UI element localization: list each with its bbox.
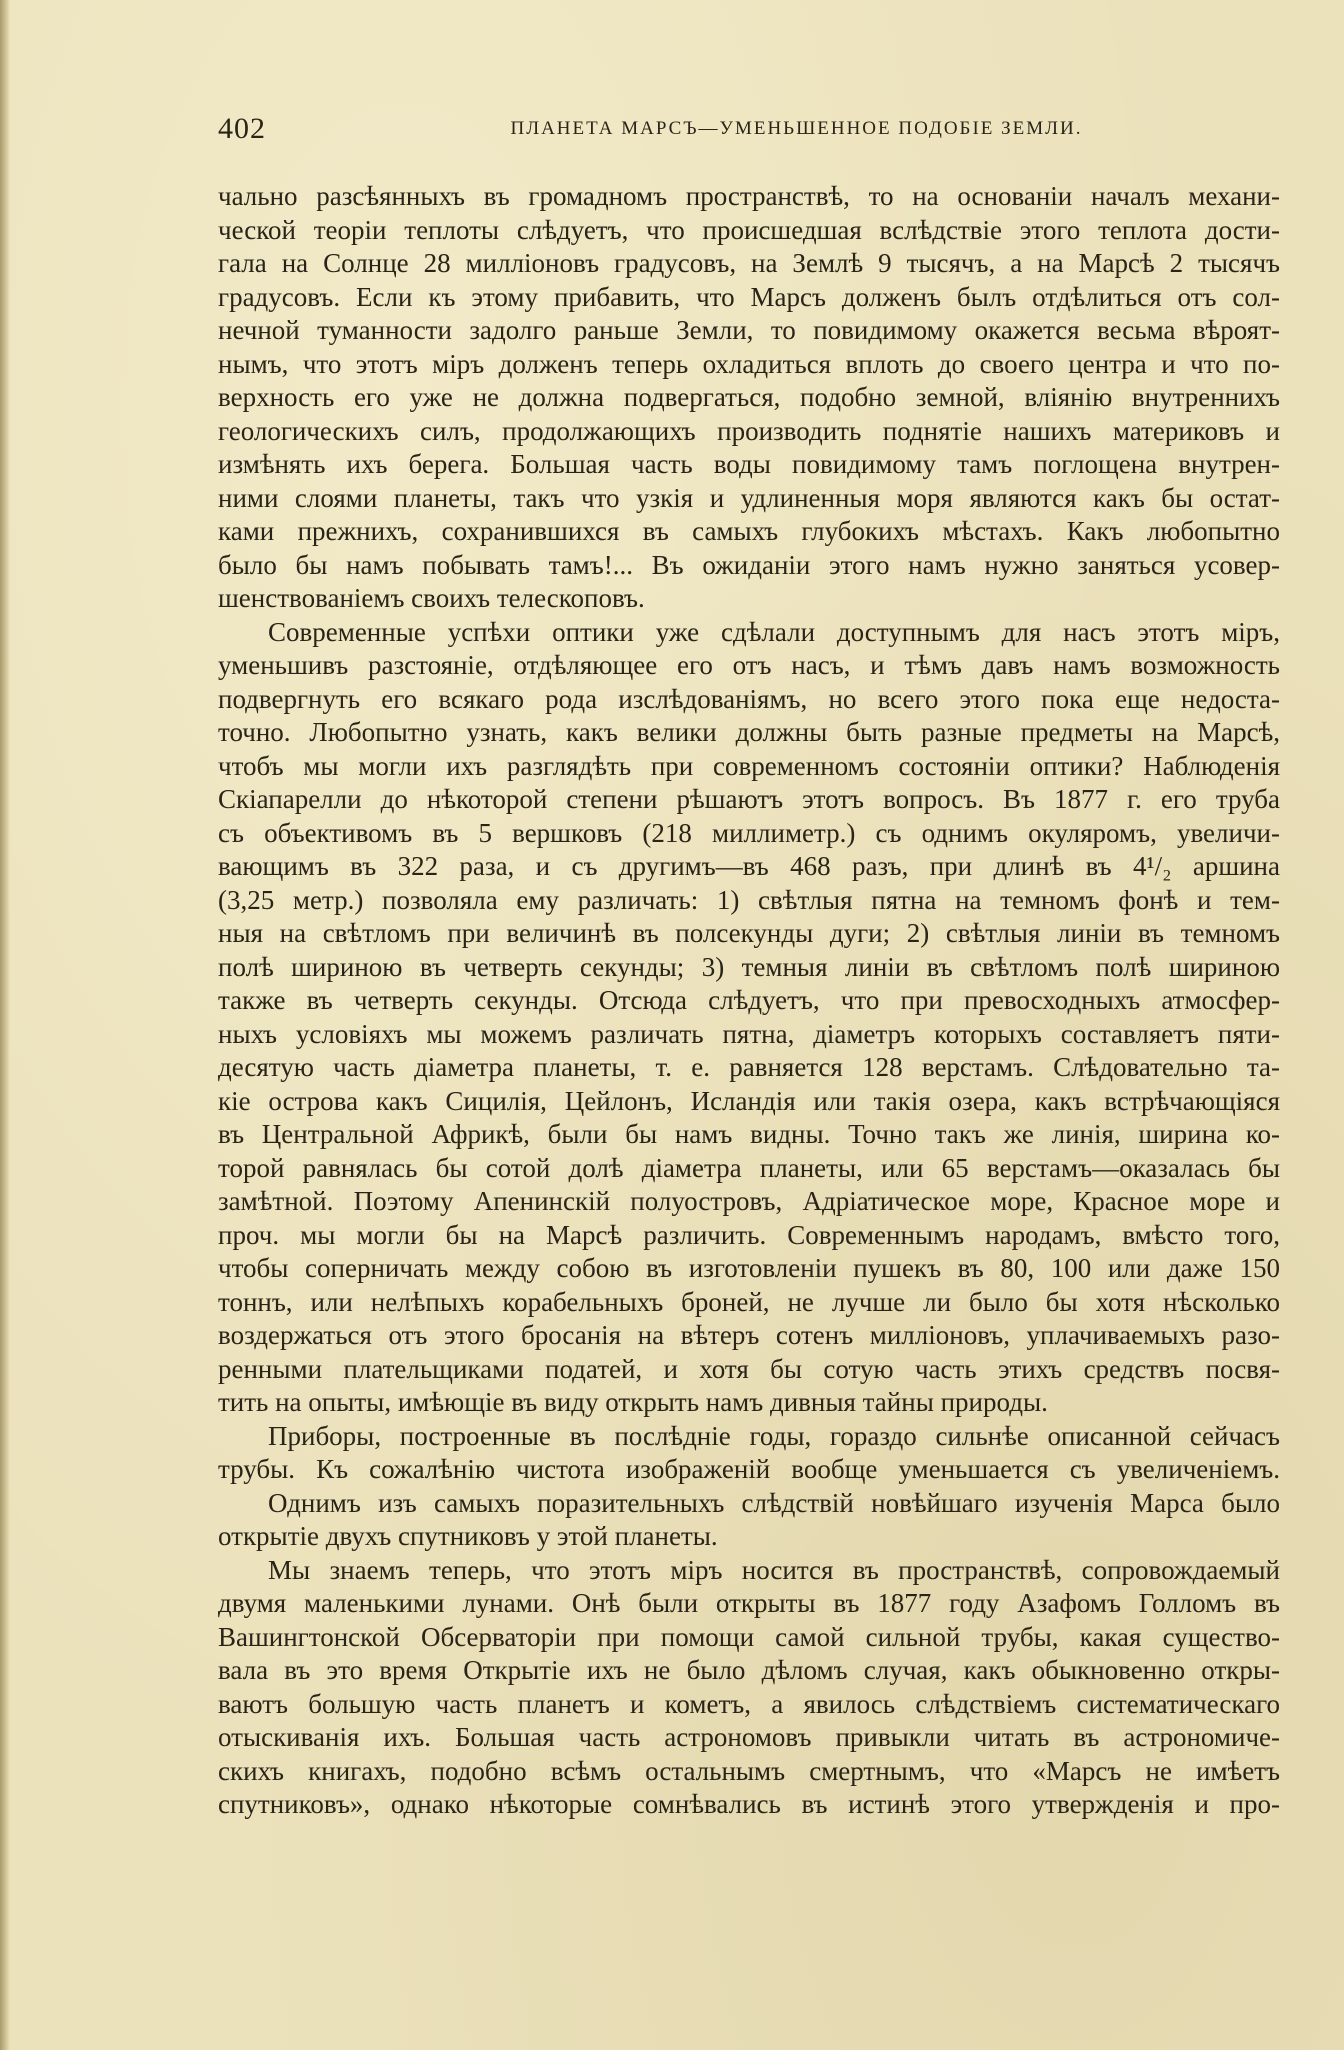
text-line: Современные успѣхи оптики уже сдѣлали доступнымъ для насъ этотъ міръ,: [268, 616, 1280, 647]
body-text: [218, 180, 1280, 1822]
text-line: спутниковъ», однако нѣкоторые сомнѣвались въ истинѣ этого утвержденія и про-: [218, 1789, 1280, 1819]
page-number: 402: [218, 112, 266, 145]
text-line: кіе острова какъ Сицилія, Цейлонъ, Исландія или такія озера, какъ встрѣчающіяся: [218, 1085, 1280, 1116]
paragraph-1: [218, 180, 1280, 616]
running-title: ПЛАНЕТА МАРСЪ—УМЕНЬШЕННОЕ ПОДОБІЕ ЗЕМЛИ.: [510, 118, 1083, 139]
paragraph-4: [218, 1487, 1280, 1554]
text-line: скихъ книгахъ, подобно всѣмъ остальнымъ смертнымъ, что «Марсъ не имѣетъ: [218, 1755, 1280, 1786]
text-line: ними слоями планеты, такъ что узкія и удлиненныя моря являются какъ бы остат-: [218, 482, 1280, 513]
text-line: Однимъ изъ самыхъ поразительныхъ слѣдствій новѣйшаго изученія Марса было: [268, 1487, 1280, 1518]
text-line: трубы. Къ сожалѣнію чистота изображеній вообще уменьшается съ увеличеніемъ.: [218, 1454, 1280, 1484]
text-line: Мы знаемъ теперь, что этотъ міръ носится въ пространствѣ, сопровождаемый: [268, 1554, 1280, 1585]
text-line: вала въ это время Открытіе ихъ не было дѣломъ случая, какъ обыкновенно откры-: [218, 1655, 1280, 1685]
text-line: нымъ, что этотъ міръ долженъ теперь охладиться вплоть до своего центра и что по-: [218, 348, 1280, 379]
page-header: [218, 112, 1280, 152]
text-line: ныхъ условіяхъ мы можемъ различать пятна, діаметръ которыхъ составляетъ пяти-: [218, 1018, 1280, 1049]
text-line: открытіе двухъ спутниковъ у этой планеты.: [218, 1521, 718, 1551]
text-line: Скіапарелли до нѣкоторой степени рѣшаютъ этотъ вопросъ. Въ 1877 г. его труба: [218, 784, 1280, 814]
text-line: отыскиванія ихъ. Большая часть астрономовъ привыкли читать въ астрономиче-: [218, 1722, 1280, 1752]
text-line: десятую часть діаметра планеты, т. е. равняется 128 верстамъ. Слѣдовательно та-: [218, 1052, 1280, 1082]
text-line: ваютъ большую часть планетъ и кометъ, а явилось слѣдствіемъ систематическаго: [218, 1688, 1280, 1719]
text-line: Вашингтонской Обсерваторіи при помощи самой сильной трубы, какая существо-: [218, 1621, 1280, 1652]
text-line: точно. Любопытно узнать, какъ велики должны быть разные предметы на Марсѣ,: [218, 717, 1280, 747]
text-line: гала на Солнце 28 милліоновъ градусовъ, на Землѣ 9 тысячъ, а на Марсѣ 2 тысячъ: [218, 248, 1280, 278]
text-line: ренными плательщиками податей, и хотя бы сотую часть этихъ средствъ посвя-: [218, 1353, 1280, 1384]
text-line: съ объективомъ въ 5 вершковъ (218 миллиметр.) съ однимъ окуляромъ, увеличи-: [218, 817, 1280, 848]
paragraph-2: [218, 616, 1280, 1420]
text-line: измѣнять ихъ берега. Большая часть воды повидимому тамъ поглощена внутрен-: [218, 449, 1280, 479]
text-line: двумя маленькими лунами. Онѣ были открыты въ 1877 году Азафомъ Голломъ въ: [218, 1588, 1280, 1618]
text-line: верхность его уже не должна подвергаться, подобно земной, вліянію внутреннихъ: [218, 382, 1280, 412]
text-line: замѣтной. Поэтому Апенинскій полуостровъ, Адріатическое море, Красное море и: [218, 1186, 1280, 1216]
text-line: чально разсѣянныхъ въ громадномъ пространствѣ, то на основаніи началъ механи-: [218, 181, 1280, 211]
text-line: ческой теоріи теплоты слѣдуетъ, что происшедшая вслѣдствіе этого теплота дости-: [218, 214, 1280, 245]
page-spine-edge: [0, 0, 10, 2050]
text-line: ныя на свѣтломъ при величинѣ въ полсекунды дуги; 2) свѣтлыя линіи въ темномъ: [218, 918, 1280, 948]
text-line: проч. мы могли бы на Марсѣ различить. Современнымъ народамъ, вмѣсто того,: [218, 1219, 1280, 1250]
text-line: подвергнуть его всякаго рода изслѣдованіямъ, но всего этого пока еще недоста-: [218, 683, 1280, 714]
text-line: Приборы, построенные въ послѣдніе годы, гораздо сильнѣе описанной сейчасъ: [268, 1420, 1280, 1451]
text-line: тоннъ, или нелѣпыхъ корабельныхъ броней, не лучше ли было бы хотя нѣсколько: [218, 1286, 1280, 1317]
text-line: градусовъ. Если къ этому прибавить, что Марсъ долженъ былъ отдѣлиться отъ сол-: [218, 281, 1280, 312]
text-line: чтобы соперничать между собою въ изготовленіи пушекъ въ 80, 100 или даже 150: [218, 1253, 1280, 1283]
text-line: нечной туманности задолго раньше Земли, то повидимому окажется весьма вѣроят-: [218, 315, 1280, 345]
text-line: шенствованіемъ своихъ телескоповъ.: [218, 583, 645, 613]
text-line: уменьшивъ разстояніе, отдѣляющее его отъ насъ, и тѣмъ давъ намъ возможность: [218, 650, 1280, 680]
text-line: полѣ шириною въ четверть секунды; 3) темныя линіи въ свѣтломъ полѣ шириною: [218, 951, 1280, 982]
paragraph-5: [218, 1554, 1280, 1822]
paragraph-3: [218, 1420, 1280, 1487]
text-line: геологическихъ силъ, продолжающихъ производить поднятіе нашихъ материковъ и: [218, 415, 1280, 446]
text-line: вающимъ въ 322 раза, и съ другимъ—въ 468 разъ, при длинѣ въ 4¹/₂ аршина: [218, 851, 1280, 881]
text-line: тить на опыты, имѣющіе въ виду открыть намъ дивныя тайны природы.: [218, 1387, 1048, 1417]
text-line: также въ четверть секунды. Отсюда слѣдуетъ, что при превосходныхъ атмосфер-: [218, 985, 1280, 1015]
text-line: ками прежнихъ, сохранившихся въ самыхъ глубокихъ мѣстахъ. Какъ любопытно: [218, 516, 1280, 546]
text-line: въ Центральной Африкѣ, были бы намъ видны. Точно такъ же линія, ширина ко-: [218, 1119, 1280, 1149]
text-line: было бы намъ побывать тамъ!... Въ ожиданіи этого намъ нужно заняться усовер-: [218, 549, 1280, 580]
text-line: воздержаться отъ этого бросанія на вѣтеръ сотенъ милліоновъ, уплачиваемыхъ разо-: [218, 1320, 1280, 1350]
text-line: (3,25 метр.) позволяла ему различать: 1) свѣтлыя пятна на темномъ фонѣ и тем-: [218, 884, 1280, 915]
text-line: торой равнялась бы сотой долѣ діаметра планеты, или 65 верстамъ—оказалась бы: [218, 1152, 1280, 1183]
text-line: чтобъ мы могли ихъ разглядѣть при современномъ состояніи оптики? Наблюденія: [218, 750, 1280, 781]
